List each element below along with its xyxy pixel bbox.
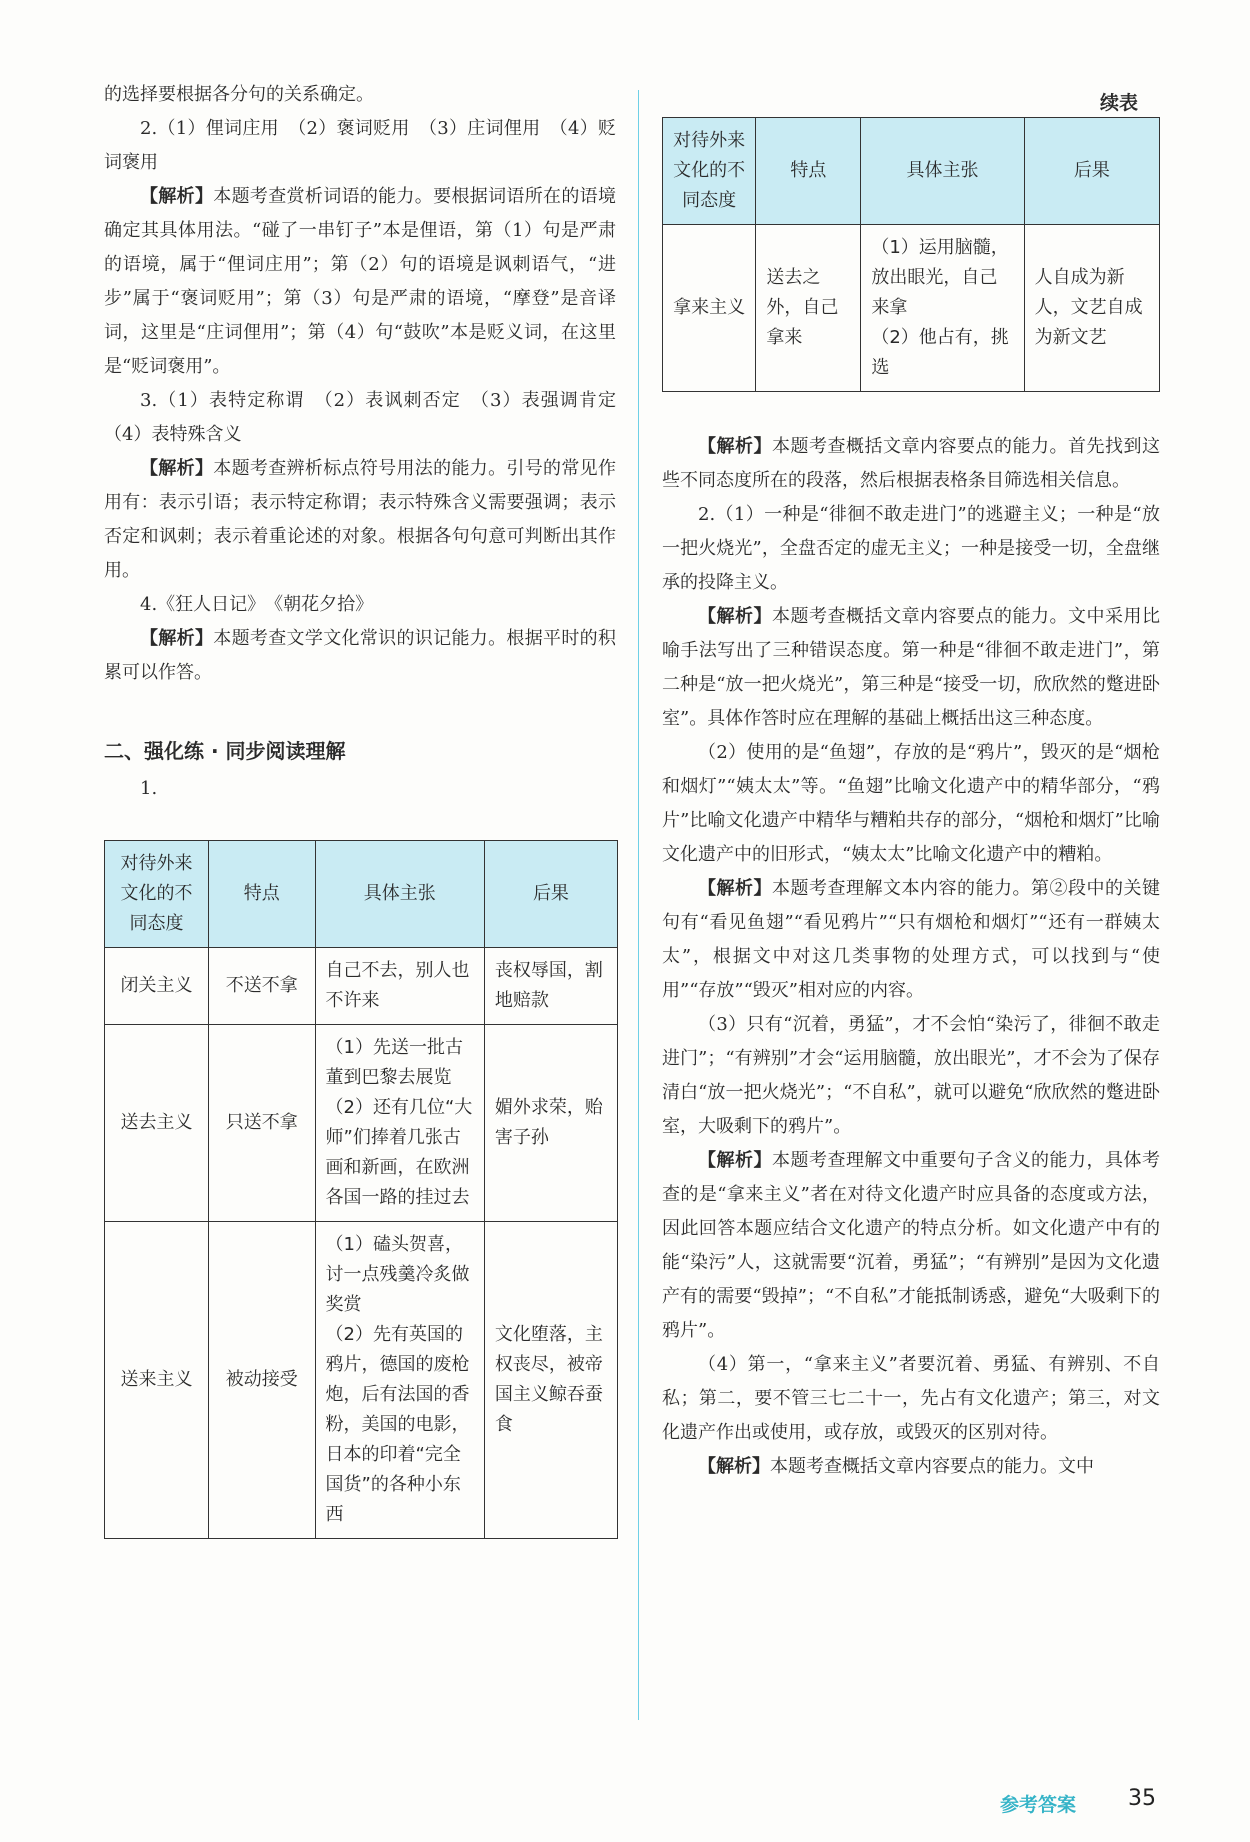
answer-q3: 3.（1）表特定称谓 （2）表讽刺否定 （3）表强调肯定 （4）表特殊含义 <box>104 390 634 445</box>
analysis-q4 <box>104 622 616 690</box>
cell-claim: （1）运用脑髓，放出眼光，自己来拿 （2）他占有，挑选 <box>861 225 1024 392</box>
analysis-tag: 【解析】 <box>140 628 214 649</box>
analysis-q3 <box>104 452 616 588</box>
cell-claim: （1）磕头贺喜，讨一点残羹冷炙做奖赏 （2）先有英国的鸦片，德国的废枪炮，后有法国的香粉，美国的电影，日本的印着“完全国货”的各种小东西 <box>315 1222 484 1539</box>
answer-q2-3: （3）只有“沉着，勇猛”，才不会怕“染污了，徘徊不敢走进门”；“有辨别”才会“运用脑髓，放出眼光”，才不会为了保存清白“放一把火烧光”；“不自私”，就可以避免“欣欣然的蹩进卧室，大吸剩下的鸦片”。 <box>662 1014 1160 1137</box>
attitude-table-continued <box>662 117 1160 392</box>
analysis-tag: 【解析】 <box>140 186 214 207</box>
header-result: 后果 <box>1024 118 1159 225</box>
answer-q2-1: 2.（1）一种是“徘徊不敢走进门”的逃避主义；一种是“放一把火烧光”，全盘否定的虚无主义；一种是接受一切，全盘继承的投降主义。 <box>662 504 1160 593</box>
analysis-text: 本题考查概括文章内容要点的能力。文中采用比喻手法写出了三种错误态度。第一种是“徘徊不敢走进门”，第二种是“放一把火烧光”，第三种是“接受一切，欣欣然的蹩进卧室”。具体作答时应在理解的基础上概括出这三种态度。 <box>662 606 1160 729</box>
analysis-q2-1 <box>662 600 1160 736</box>
analysis-text: 本题考查概括文章内容要点的能力。首先找到这些不同态度所在的段落，然后根据表格条目筛选相关信息。 <box>662 436 1160 491</box>
attitude-table <box>104 840 618 1539</box>
cell-attitude: 拿来主义 <box>663 225 756 392</box>
header-attitude: 对待外来文化的不同态度 <box>663 118 756 225</box>
analysis-q2-4 <box>662 1450 1160 1484</box>
continued-table-caption: 续表 <box>1100 92 1139 114</box>
analysis-tag: 【解析】 <box>698 1456 770 1477</box>
answer-q2-2: （2）使用的是“鱼翅”，存放的是“鸦片”，毁灭的是“烟枪和烟灯”“姨太太”等。“鱼翅”比喻文化遗产中的精华部分，“鸦片”比喻文化遗产中精华与糟粕共存的部分，“烟枪和烟灯”比喻文化遗产中的旧形式，“姨太太”比喻文化遗产中的糟粕。 <box>662 742 1160 865</box>
right-column <box>662 430 1160 1484</box>
cell-result: 媚外求荣，贻害子孙 <box>484 1025 617 1222</box>
table-header-row <box>105 841 618 948</box>
analysis-q1 <box>662 430 1160 498</box>
analysis-tag: 【解析】 <box>698 878 772 899</box>
header-trait: 特点 <box>209 841 315 948</box>
paragraph: 的选择要根据各分句的关系确定。 <box>104 84 374 105</box>
header-attitude: 对待外来文化的不同态度 <box>105 841 209 948</box>
table-row <box>105 1222 618 1539</box>
header-claim: 具体主张 <box>861 118 1024 225</box>
answer-q2: 2.（1）俚词庄用 （2）褒词贬用 （3）庄词俚用 （4）贬词褒用 <box>104 118 616 173</box>
analysis-text: 本题考查概括文章内容要点的能力。文中 <box>770 1456 1094 1477</box>
answer-q2-4: （4）第一，“拿来主义”者要沉着、勇猛、有辨别、不自私；第二，要不管三七二十一，先占有文化遗产；第三，对文化遗产作出或使用，或存放，或毁灭的区别对待。 <box>662 1354 1160 1443</box>
analysis-q2 <box>104 180 616 384</box>
analysis-q2-3 <box>662 1144 1160 1348</box>
page-number: 35 <box>1128 1786 1156 1811</box>
analysis-tag: 【解析】 <box>140 458 214 479</box>
cell-claim: （1）先送一批古董到巴黎去展览 （2）还有几位“大师”们捧着几张古画和新画，在欧洲各国一路的挂过去 <box>315 1025 484 1222</box>
cell-attitude: 送来主义 <box>105 1222 209 1539</box>
cell-trait: 送去之外，自己拿来 <box>756 225 861 392</box>
table-row <box>105 948 618 1025</box>
table-header-row <box>663 118 1160 225</box>
analysis-tag: 【解析】 <box>698 606 772 627</box>
cell-trait: 被动接受 <box>209 1222 315 1539</box>
item-number: 1. <box>140 778 158 799</box>
cell-attitude: 送去主义 <box>105 1025 209 1222</box>
header-result: 后果 <box>484 841 617 948</box>
answer-q4: 4.《狂人日记》 《朝花夕拾》 <box>140 594 374 615</box>
left-column <box>104 78 634 806</box>
analysis-text: 本题考查辨析标点符号用法的能力。引号的常见作用有：表示引语；表示特定称谓；表示特殊含义需要强调；表示否定和讽刺；表示着重论述的对象。根据各句句意可判断出其作用。 <box>104 458 616 581</box>
analysis-text: 本题考查理解文本内容的能力。第②段中的关键句有“看见鱼翅”“看见鸦片”“只有烟枪和烟灯”“还有一群姨太太”，根据文中对这几类事物的处理方式，可以找到与“使用”“存放”“毁灭”相对应的内容。 <box>662 878 1160 1001</box>
cell-result: 丧权辱国，割地赔款 <box>484 948 617 1025</box>
table-row <box>663 225 1160 392</box>
section-title: 二、强化练 · 同步阅读理解 <box>104 739 346 763</box>
cell-result: 文化堕落，主权丧尽，被帝国主义鲸吞蚕食 <box>484 1222 617 1539</box>
cell-attitude: 闭关主义 <box>105 948 209 1025</box>
header-trait: 特点 <box>756 118 861 225</box>
footer-label: 参考答案 <box>1000 1794 1077 1816</box>
analysis-text: 本题考查文学文化常识的识记能力。根据平时的积累可以作答。 <box>104 628 616 683</box>
cell-trait: 不送不拿 <box>209 948 315 1025</box>
header-claim: 具体主张 <box>315 841 484 948</box>
column-divider <box>638 90 639 1720</box>
analysis-text: 本题考查赏析词语的能力。要根据词语所在的语境确定其具体用法。“碰了一串钉子”本是俚语，第（1）句是严肃的语境，属于“俚词庄用”；第（2）句的语境是讽刺语气，“进步”属于“褒词贬用”；第（3）句是严肃的语境，“摩登”是音译词，这里是“庄词俚用”；第（4）句“鼓吹”本是贬义词，在这里是“贬词褒用”。 <box>104 186 616 377</box>
analysis-tag: 【解析】 <box>698 436 772 457</box>
analysis-tag: 【解析】 <box>698 1150 772 1171</box>
cell-claim: 自己不去，别人也不许来 <box>315 948 484 1025</box>
analysis-q2-2 <box>662 872 1160 1008</box>
cell-trait: 只送不拿 <box>209 1025 315 1222</box>
cell-result: 人自成为新人，文艺自成为新文艺 <box>1024 225 1159 392</box>
table-row <box>105 1025 618 1222</box>
analysis-text: 本题考查理解文中重要句子含义的能力，具体考查的是“拿来主义”者在对待文化遗产时应具备的态度或方法，因此回答本题应结合文化遗产的特点分析。如文化遗产中有的能“染污”人，这就需要“沉着，勇猛”；“有辨别”是因为文化遗产有的需要“毁掉”；“不自私”才能抵制诱惑，避免“大吸剩下的鸦片”。 <box>662 1150 1160 1341</box>
